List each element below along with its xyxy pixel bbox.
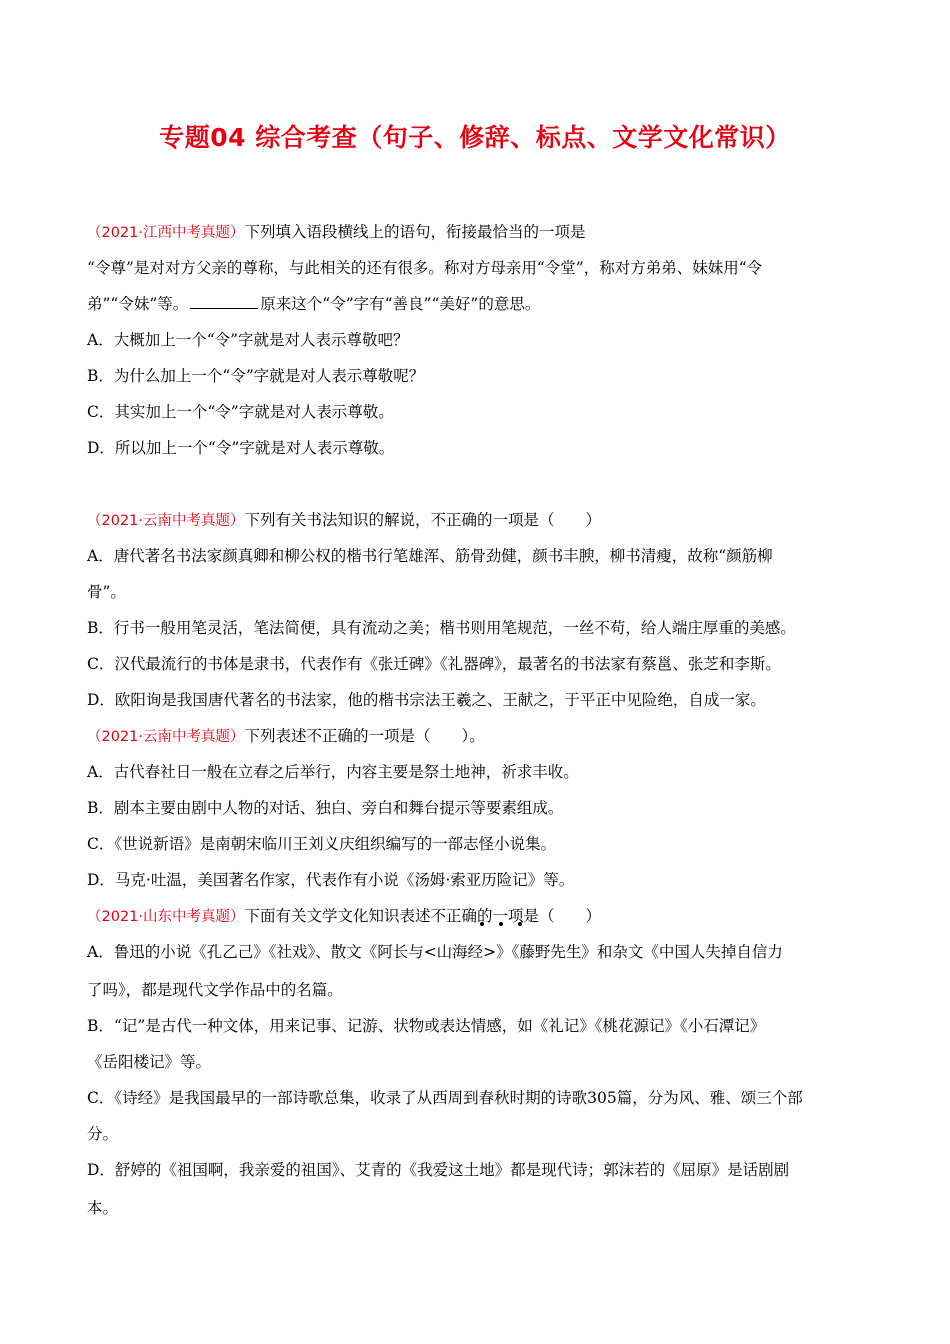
question-text: 下列填入语段横线上的语句，衔接最恰当的一项是 (244, 223, 586, 241)
passage-line: 弟”“令妹”等。 原来这个“令”字有“善良”“美好”的意思。 (87, 295, 541, 313)
option-b: B．剧本主要由剧中人物的对话、独白、旁白和舞台提示等要素组成。 (87, 799, 564, 817)
option-b-continued: 《岳阳楼记》等。 (87, 1053, 212, 1071)
option-b: B．为什么加上一个“令”字就是对人表示尊敬呢？ (87, 367, 425, 385)
option-a-continued: 骨”。 (87, 583, 126, 601)
option-a: A．鲁迅的小说《孔乙己》《社戏》、散文《阿长与<山海经>》《藤野先生》和杂文《中国人失掉自信力 (87, 943, 783, 961)
option-a: A．大概加上一个“令”字就是对人表示尊敬吧？ (87, 331, 409, 349)
option-a: A．古代春社日一般在立春之后举行，内容主要是祭土地神，祈求丰收。 (87, 763, 579, 781)
option-d: D．欧阳询是我国唐代著名的书法家，他的楷书宗法王羲之、王献之，于平正中见险绝，自成一家。 (87, 691, 766, 709)
option-d: D．马克·吐温，美国著名作家，代表作有小说《汤姆·索亚历险记》等。 (87, 871, 575, 889)
question-text: 下列表述不正确的一项是（ ）。 (244, 727, 485, 745)
option-c: C．《世说新语》是南朝宋临川王刘义庆组织编写的一部志怪小说集。 (87, 835, 557, 853)
question-source-tag: （2021·云南中考真题） (87, 513, 245, 529)
option-c: C．汉代最流行的书体是隶书，代表作有《张迁碑》《礼器碑》，最著名的书法家有蔡邕、张芝和李斯。 (87, 655, 781, 673)
option-c: C．其实加上一个“令”字就是对人表示尊敬。 (87, 403, 394, 421)
question-text: 下面有关文学文化知识表述不正确的一项是（ ） (244, 907, 602, 925)
question-3-stem (87, 726, 877, 747)
question-text: 下列有关书法知识的解说，不正确的一项是（ ） (244, 511, 602, 529)
option-d: D．舒婷的《祖国啊，我亲爱的祖国》、艾青的《我爱这土地》都是现代诗；郭沫若的《屈原》是话剧剧 (87, 1161, 790, 1179)
question-source-tag: （2021·云南中考真题） (87, 729, 245, 745)
option-d: D．所以加上一个“令”字就是对人表示尊敬。 (87, 439, 395, 457)
option-a: A．唐代著名书法家颜真卿和柳公权的楷书行笔雄浑、筋骨劲健，颜书丰腴，柳书清瘦，故称“颜筋柳 (87, 547, 773, 565)
question-1-stem (87, 222, 877, 243)
option-b: B．“记”是古代一种文体，用来记事、记游、状物或表达情感，如《礼记》《桃花源记》《小石潭记》 (87, 1017, 766, 1035)
fill-in-blank (190, 294, 258, 309)
question-2-stem (87, 510, 877, 531)
option-b: B．行书一般用笔灵活，笔法简便，具有流动之美；楷书则用笔规范，一丝不苟，给人端庄厚重的美感。 (87, 619, 796, 637)
option-c: C．《诗经》是我国最早的一部诗歌总集，收录了从西周到春秋时期的诗歌305篇，分为风、雅、颂三个部 (87, 1089, 803, 1107)
question-source-tag: （2021·山东中考真题） (87, 909, 245, 925)
page-title: 专题04 综合考查（句子、修辞、标点、文学文化常识） (159, 123, 791, 152)
option-a-continued: 了吗》，都是现代文学作品中的名篇。 (87, 981, 343, 999)
passage-line: “令尊”是对对方父亲的尊称，与此相关的还有很多。称对方母亲用“令堂”，称对方弟弟、妹妹用“令 (87, 259, 763, 277)
option-c-continued: 分。 (87, 1125, 119, 1143)
question-source-tag: （2021·江西中考真题） (87, 225, 245, 241)
option-d-continued: 本。 (87, 1199, 119, 1217)
question-4-stem (87, 906, 877, 927)
